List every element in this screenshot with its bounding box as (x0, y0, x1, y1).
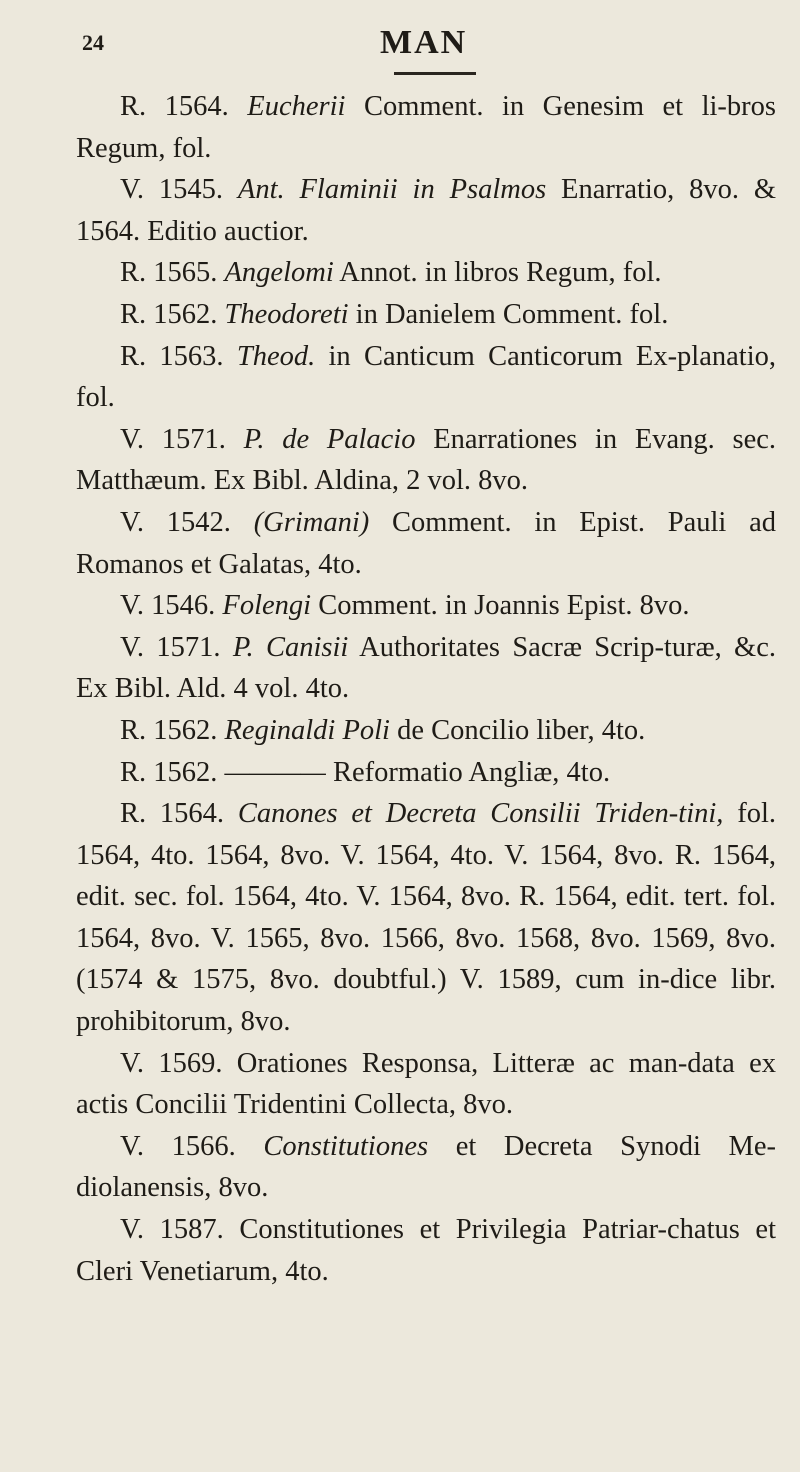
catalogue-entry (76, 252, 776, 294)
entry-italic: Folengi (222, 590, 312, 622)
entry-text: Comment. in Epist. Pauli ad Romanos et Galatas, 4to. (76, 506, 776, 580)
page-number: 24 (82, 30, 104, 55)
entry-italic: Constitutiones (263, 1130, 429, 1162)
entry-text: Authoritates Sacræ Scrip-turæ, &c. Ex Bibl. Ald. 4 vol. 4to. (76, 631, 776, 705)
entry-prefix: V. 1545. (120, 174, 238, 206)
entry-italic: Canones et Decreta Consilii Triden-tini, (237, 798, 724, 830)
entry-prefix: V. 1587. (120, 1214, 240, 1246)
entry-italic: (Grimani) (253, 506, 370, 538)
entry-text: Constitutiones et Privilegia Patriar-chatus et Cleri Venetiarum, 4to. (76, 1214, 776, 1287)
entry-prefix: R. 1564. (120, 91, 248, 122)
entry-italic: Eucherii (247, 91, 346, 122)
entry-text: de Concilio liber, 4to. (389, 714, 646, 746)
entry-text: Comment. in Genesim et li-bros Regum, fol. (76, 91, 776, 164)
entry-prefix: R. 1562. (120, 298, 225, 330)
entry-italic: P. Canisii (232, 631, 349, 663)
entry-text: in Danielem Comment. fol. (348, 298, 669, 330)
catalogue-entry (76, 86, 776, 169)
entry-italic: Theod. (236, 340, 316, 372)
entry-text: Orationes Responsa, Litteræ ac man-data ex actis Concilii Tridentini Collecta, 8vo. (76, 1047, 776, 1121)
catalogue-entry (76, 419, 776, 502)
entry-prefix: R. 1564. (120, 798, 238, 830)
entry-text: Comment. in Joannis Epist. 8vo. (311, 590, 690, 622)
header-rule (394, 72, 476, 75)
catalogue-entry (76, 336, 776, 419)
entry-text: Enarratio, 8vo. & 1564. Editio auctior. (76, 174, 776, 247)
entry-italic: P. de Palacio (243, 423, 416, 455)
entry-prefix: R. 1562. (120, 714, 225, 746)
catalogue-entry (76, 710, 776, 752)
running-head: MAN (380, 24, 468, 61)
catalogue-entry (76, 1209, 776, 1292)
catalogue-entry (76, 294, 776, 336)
entry-prefix: V. 1571. (120, 631, 233, 663)
catalogue-entry (76, 793, 776, 1043)
entry-text: Enarrationes in Evang. sec. Matthæum. Ex Bibl. Aldina, 2 vol. 8vo. (76, 423, 776, 497)
catalogue-entry (76, 502, 776, 585)
catalogue-entry (76, 1126, 776, 1209)
entry-italic: Reginaldi Poli (224, 714, 390, 746)
entry-text: Reformatio Angliæ, 4to. (325, 756, 611, 788)
entry-text: in Canticum Canticorum Ex-planatio, fol. (76, 340, 776, 414)
entry-prefix: R. 1563. (120, 340, 237, 372)
entry-italic: ———— (224, 756, 326, 788)
entry-prefix: R. 1562. (120, 756, 225, 788)
catalogue-entry (76, 627, 776, 710)
entry-prefix: V. 1542. (120, 506, 254, 538)
entry-prefix: V. 1546. (120, 590, 223, 622)
entry-prefix: V. 1569. (120, 1047, 237, 1079)
entry-text: et Decreta Synodi Me-diolanensis, 8vo. (76, 1130, 776, 1204)
entry-text: fol. 1564, 4to. 1564, 8vo. V. 1564, 4to. V. 1564, 8vo. R. 1564, edit. sec. fol. 1564, 4to. V. 1564, 8vo. R. 1564, edit. tert. fol. 1564, 8vo. V. 1565, 8vo. 1566, 8vo. 1568, 8vo. 1569, 8vo. (1574 & 1575, 8vo. doubtful.) V. 1589, cum in-dice libr. prohibitorum, 8vo. (76, 798, 776, 1038)
entry-prefix: V. 1566. (120, 1130, 264, 1162)
entry-prefix: R. 1565. (120, 257, 225, 289)
entry-italic: Theodoreti (224, 298, 349, 330)
catalogue-entry (76, 752, 776, 794)
entry-text: Annot. in libros Regum, fol. (333, 257, 662, 289)
catalogue-entries (76, 86, 776, 1292)
entry-italic: Angelomi (224, 257, 334, 289)
catalogue-entry (76, 169, 776, 252)
entry-italic: Ant. Flaminii in Psalmos (237, 174, 547, 206)
entry-prefix: V. 1571. (120, 423, 244, 455)
catalogue-entry (76, 1043, 776, 1126)
catalogue-entry (76, 585, 776, 627)
